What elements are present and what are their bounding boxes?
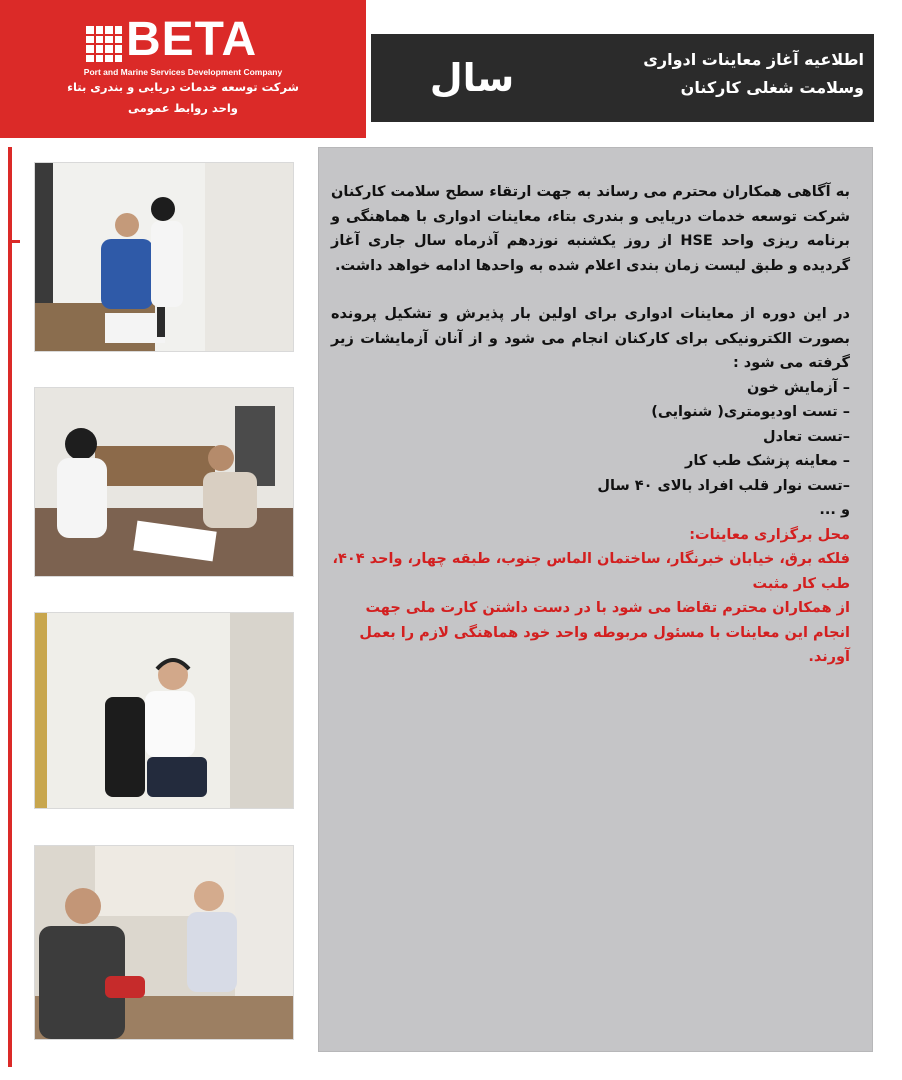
- photo-illustration: [35, 846, 293, 1039]
- photo-electronic-registration: [34, 387, 294, 577]
- logo-mark: [86, 14, 282, 66]
- photo-blood-sampling: [34, 845, 294, 1040]
- logo-department: واحد روابط عمومی: [128, 101, 238, 115]
- title-year: سال: [429, 56, 515, 100]
- test-item-occupational-doctor: – معاینه پزشک طب کار: [684, 453, 850, 469]
- test-item-blood: – آزمایش خون: [747, 379, 850, 396]
- tests-intro-paragraph: در این دوره از معاینات ادواری برای اولین بار پذیرش و تشکیل پرونده بصورت الکترونیکی برای کارکنان انجام می شود و از آنان آزمایشات زیر گرفته می شود :: [331, 306, 850, 371]
- decorative-red-line: [8, 147, 12, 1067]
- closing-request: از همکاران محترم تقاضا می شود با در دست داشتن کارت ملی جهت انجام این معاینات با مسئول مربوطه واحد خود هماهنگی لازم را بعمل آورند.: [359, 600, 850, 665]
- title-line-1: اطلاعیه آغاز معاینات ادواری: [643, 50, 864, 69]
- test-item-audiometry: – تست اودیومتری( شنوایی): [651, 404, 850, 420]
- title-line-2: وسلامت شغلی کارکنان: [680, 78, 864, 97]
- photo-audiometry-test: [34, 612, 294, 809]
- location-address: فلکه برق، خیابان خبرنگار، ساختمان الماس جنوب، طبقه چهار، واحد ۴۰۴، طب کار مثبت: [332, 551, 850, 592]
- building-icon: [86, 26, 122, 62]
- photo-illustration: [35, 613, 293, 808]
- announcement-text-panel: [318, 147, 873, 1052]
- company-logo-block: [0, 0, 366, 138]
- logo-company-name: شرکت توسعه خدمات دریایی و بندری بتاء: [67, 80, 299, 94]
- test-item-balance: –تست تعادل: [763, 428, 850, 445]
- photo-illustration: [35, 388, 293, 576]
- test-item-ecg: –تست نوار قلب افراد بالای ۴۰ سال: [597, 477, 850, 494]
- photo-blood-pressure-check: [34, 162, 294, 352]
- logo-tagline-en: Port and Marine Services Development Company: [83, 67, 283, 77]
- announcement-title: [564, 46, 864, 102]
- location-heading: محل برگزاری معاینات:: [689, 526, 850, 543]
- paragraph-spacer: [331, 278, 850, 302]
- decorative-red-tick: [12, 240, 20, 243]
- photo-illustration: [35, 163, 293, 351]
- announcement-title-banner: [371, 34, 874, 122]
- logo-wordmark: BETA: [126, 13, 258, 66]
- test-item-etc: و ...: [819, 502, 850, 518]
- intro-paragraph: به آگاهی همکاران محترم می رساند به جهت ارتقاء سطح سلامت کارکنان شرکت توسعه خدمات دریایی و بندری بتاء، معاینات ادواری با هماهنگی و برنامه ریزی واحد HSE از روز یکشنبه نوزدهم آذرماه سال جاری آغاز گردیده و طبق لیست زمان بندی اعلام شده به واحدها ادامه خواهد داشت.: [331, 184, 850, 274]
